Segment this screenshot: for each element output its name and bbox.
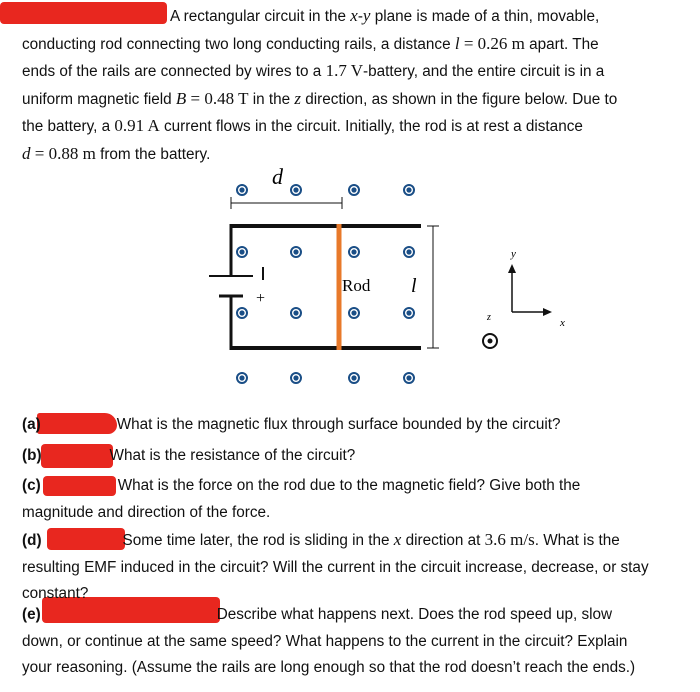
question-tag: (b)	[22, 447, 42, 464]
intro-text: the battery, a	[22, 118, 115, 135]
field-out-icon	[237, 308, 247, 318]
question-d	[22, 527, 682, 608]
field-out-icon	[404, 185, 414, 195]
field-out-icon	[291, 185, 301, 195]
question-text: . What is the	[534, 532, 620, 549]
question-b	[22, 443, 682, 470]
rod-label: Rod	[342, 276, 371, 295]
field-out-icon	[237, 185, 247, 195]
intro-text: -battery, and the entire circuit is in a	[363, 63, 605, 80]
intro-text: A rectangular circuit in the	[170, 8, 351, 25]
intro-text: -	[357, 8, 363, 25]
l-label: l	[411, 275, 417, 297]
var-d: d	[22, 143, 31, 163]
question-text: magnitude and direction of the force.	[22, 503, 271, 521]
question-text: resulting EMF induced in the circuit? Will the current in the circuit increase, decrease, or stay	[22, 558, 649, 576]
x-arrow-icon	[543, 308, 552, 316]
intro-text: apart. The	[524, 35, 599, 53]
field-out-icon	[404, 247, 414, 257]
axis-y-label: y	[511, 248, 516, 260]
intro-text: uniform magnetic field	[22, 90, 176, 108]
value-speed: 3.6 m/s	[484, 530, 535, 549]
question-tag: (c)	[22, 477, 41, 494]
z-out-of-page-icon	[483, 334, 497, 348]
question-text: What is the magnetic flux through surface bounded by the circuit?	[116, 416, 561, 433]
question-text: What is the force on the rod due to the magnetic field? Give both the	[117, 477, 581, 494]
battery-plus: +	[256, 290, 266, 307]
field-out-icon	[291, 308, 301, 318]
question-c	[22, 473, 682, 526]
question-e	[22, 602, 682, 682]
field-out-icon	[349, 373, 359, 383]
field-out-icon	[404, 373, 414, 383]
question-text: Describe what happens next. Does the rod speed up, slow	[216, 606, 613, 623]
d-label: d	[272, 164, 283, 189]
question-tag: (e)	[22, 606, 41, 623]
question-text: your reasoning. (Assume the rails are long enough so that the rod doesn’t reach the ends.)	[22, 659, 636, 676]
question-tag: (d)	[22, 532, 42, 549]
var-B: B	[175, 88, 187, 108]
problem-intro	[22, 3, 682, 168]
value-d: 0.88 m	[48, 143, 96, 163]
field-out-icon	[237, 247, 247, 257]
intro-text: from the battery.	[95, 145, 211, 163]
value-voltage: 1.7 V	[325, 61, 364, 80]
value-current: 0.91 A	[114, 116, 160, 135]
y-arrow-icon	[508, 264, 516, 273]
field-out-icon	[404, 308, 414, 318]
question-text: direction at	[401, 532, 485, 549]
circuit-figure	[0, 160, 700, 420]
var-l: l	[454, 33, 460, 53]
var-x: x	[350, 6, 358, 25]
intro-text: in the	[248, 90, 295, 108]
field-out-icon	[349, 308, 359, 318]
field-out-icon	[349, 247, 359, 257]
value-l: 0.26 m	[477, 33, 525, 53]
intro-text: direction, as shown in the figure below. Due to	[301, 90, 618, 108]
field-out-icon	[291, 247, 301, 257]
equals: =	[186, 88, 205, 108]
value-B: 0.48 T	[204, 88, 249, 108]
var-y: y	[362, 6, 371, 25]
axis-x-label: x	[560, 317, 565, 329]
question-text: down, or continue at the same speed? What happens to the current in the circuit? Explain	[22, 632, 628, 650]
intro-text: plane is made of a thin, movable,	[370, 8, 600, 25]
field-out-icon	[349, 185, 359, 195]
question-text: What is the resistance of the circuit?	[109, 447, 356, 464]
question-text: constant?	[22, 585, 89, 602]
question-a	[22, 412, 682, 439]
equals: =	[30, 143, 49, 163]
var-x: x	[393, 530, 402, 549]
field-out-icon	[291, 373, 301, 383]
magnetic-field-symbols	[237, 185, 414, 383]
axis-z-label: z	[487, 312, 491, 323]
question-text: Some time later, the rod is sliding in the	[122, 532, 394, 549]
var-z: z	[294, 88, 301, 108]
intro-text: ends of the rails are connected by wires to a	[22, 63, 326, 80]
intro-text: conducting rod connecting two long conducting rails, a distance	[22, 35, 455, 53]
question-tag: (a)	[22, 416, 41, 433]
intro-text: current flows in the circuit. Initially, the rod is at rest a distance	[159, 118, 583, 135]
field-out-icon	[237, 373, 247, 383]
equals: =	[459, 33, 478, 53]
